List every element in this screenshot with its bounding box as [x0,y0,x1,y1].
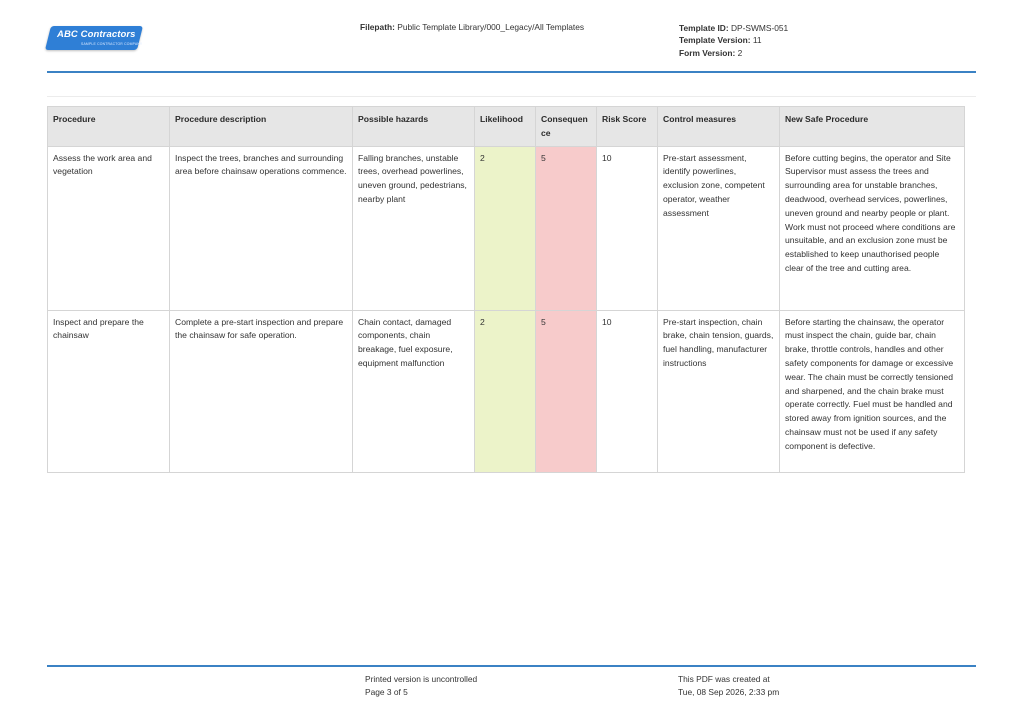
logo-subtitle: SAMPLE CONTRACTOR COMPANY [81,42,143,46]
column-header-new-procedure: New Safe Procedure [780,107,965,147]
form-version-label: Form Version: [679,47,736,58]
template-id [679,22,788,34]
column-header-consequence: Consequen ce [536,107,597,147]
cell-controls: Pre-start inspection, chain brake, chain tension, guards, fuel handling, manufacturer instructions [658,310,780,472]
footer-print-info [365,673,477,698]
cell-hazards: Falling branches, unstable trees, overhead powerlines, uneven ground, pedestrians, nearby plant [353,146,475,310]
created-label: This PDF was created at [678,674,770,684]
cell-description: Inspect the trees, branches and surrounding area before chainsaw operations commence. [170,146,353,310]
column-header-likelihood: Likelihood [475,107,536,147]
cell-procedure: Inspect and prepare the chainsaw [48,310,170,472]
template-id-value: DP-SWMS-051 [730,23,789,33]
cell-likelihood: 2 [475,146,536,310]
cell-likelihood: 2 [475,310,536,472]
cell-procedure: Assess the work area and vegetation [48,146,170,310]
cell-risk-score: 10 [597,310,658,472]
cell-controls: Pre-start assessment, identify powerlines, exclusion zone, competent operator, weather assessment [658,146,780,310]
template-version-value: 11 [752,35,762,46]
form-version-value: 2 [737,47,743,58]
header-divider [47,71,976,73]
cell-hazards: Chain contact, damaged components, chain breakage, fuel exposure, equipment malfunction [353,310,475,472]
cell-risk-score: 10 [597,146,658,310]
uncontrolled-notice: Printed version is uncontrolled [365,674,478,684]
form-version [679,47,788,59]
template-id-label: Template ID: [679,23,729,33]
column-header-hazards: Possible hazards [353,107,475,147]
filepath [360,22,584,32]
table-row [48,310,965,472]
column-header-description: Procedure description [170,107,353,147]
logo-title: ABC Contractors [57,29,136,40]
swms-table [47,106,965,473]
page-number: Page 3 of 5 [365,686,408,697]
filepath-value: Public Template Library/000_Legacy/All Templates [397,22,585,32]
cell-new-procedure: Before cutting begins, the operator and Site Supervisor must assess the trees and surrounding area for unstable branches, deadwood, overhead services, powerlines, uneven ground and nearby people or plant. Work must not proceed where conditions are unsuitable, and an exclusion zone must be established to keep unauthorised people clear of the tree and cutting area. [780,146,965,310]
table-header-row [48,107,965,147]
cell-consequence: 5 [536,146,597,310]
table-row [48,146,965,310]
page-header [47,18,976,72]
cell-consequence: 5 [536,310,597,472]
created-timestamp: Tue, 08 Sep 2026, 2:33 pm [678,686,780,697]
template-version-label: Template Version: [679,35,751,46]
cell-description: Complete a pre-start inspection and prepare the chainsaw for safe operation. [170,310,353,472]
footer-created-info [678,673,779,698]
section-divider [47,96,976,97]
template-meta [679,22,788,59]
column-header-risk-score: Risk Score [597,107,658,147]
column-header-controls: Control measures [658,107,780,147]
column-header-procedure: Procedure [48,107,170,147]
footer-divider [47,665,976,667]
template-version [679,34,788,46]
filepath-label: Filepath: [360,22,395,32]
cell-new-procedure: Before starting the chainsaw, the operator must inspect the chain, guide bar, chain brake, throttle controls, handles and other safety components for damage or excessive wear. The chain must be correctly tensioned and sharpened, and the chain brake must operate correctly. Fuel must be handled and stored away from ignition sources, and the chainsaw must not be used if any safety component is defective. [780,310,965,472]
company-logo [48,26,143,52]
